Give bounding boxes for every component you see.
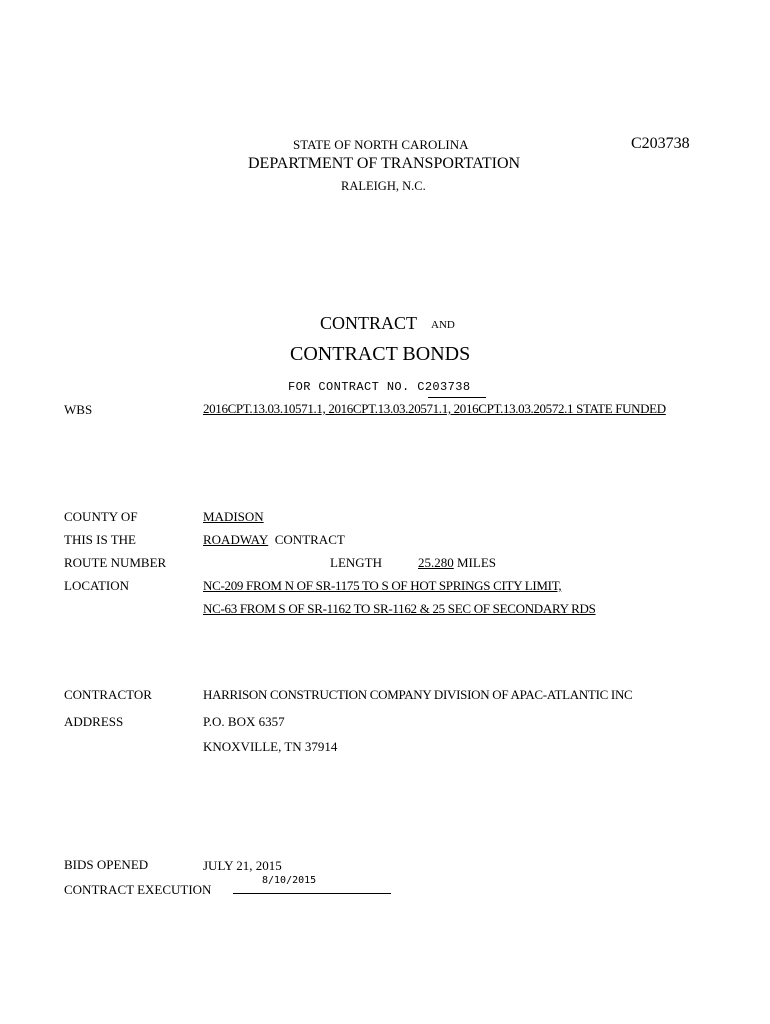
county-label: COUNTY OF bbox=[64, 509, 138, 524]
for-contract-label bbox=[288, 380, 470, 394]
address-line-2: KNOXVILLE, TN 37914 bbox=[203, 739, 338, 754]
contract-type bbox=[203, 532, 345, 548]
address-line-1: P.O. BOX 6357 bbox=[203, 714, 285, 729]
contract-id-header: C203738 bbox=[631, 135, 690, 152]
length-label: LENGTH bbox=[330, 555, 382, 570]
length bbox=[418, 555, 496, 571]
bids-opened-label: BIDS OPENED bbox=[64, 857, 149, 872]
for-contract-prefix: FOR CONTRACT NO. bbox=[288, 380, 410, 394]
contractor-label: CONTRACTOR bbox=[64, 687, 152, 702]
wbs-label: WBS bbox=[64, 402, 93, 417]
county-value: MADISON bbox=[203, 509, 264, 524]
city-name: RALEIGH, N.C. bbox=[341, 179, 426, 193]
location-label: LOCATION bbox=[64, 578, 129, 593]
location-line-2: NC-63 FROM S OF SR-1162 TO SR-1162 & 25 SEC OF SECONDARY RDS bbox=[203, 601, 596, 616]
bids-opened-value: JULY 21, 2015 bbox=[203, 858, 282, 873]
title-contract-bonds: CONTRACT BONDS bbox=[290, 343, 471, 365]
length-unit: MILES bbox=[457, 555, 496, 570]
contract-no-underline bbox=[428, 397, 486, 398]
contract-type-label: THIS IS THE bbox=[64, 532, 136, 547]
address-label: ADDRESS bbox=[64, 714, 124, 729]
title-and: AND bbox=[431, 319, 455, 331]
contract-type-value: ROADWAY bbox=[203, 532, 269, 547]
contract-word: CONTRACT bbox=[274, 532, 345, 547]
state-name: STATE OF NORTH CAROLINA bbox=[293, 137, 469, 152]
contract-execution-label: CONTRACT EXECUTION bbox=[64, 882, 212, 897]
contractor-name: HARRISON CONSTRUCTION COMPANY DIVISION OF APAC-ATLANTIC INC bbox=[203, 687, 633, 702]
contract-execution-value: 8/10/2015 bbox=[262, 875, 317, 886]
wbs-value: 2016CPT.13.03.10571.1, 2016CPT.13.03.20571.1, 2016CPT.13.03.20572.1 STATE FUNDED bbox=[203, 401, 666, 416]
department-name: DEPARTMENT OF TRANSPORTATION bbox=[248, 155, 521, 172]
location-line-1: NC-209 FROM N OF SR-1175 TO S OF HOT SPRINGS CITY LIMIT, bbox=[203, 578, 562, 593]
for-contract-number: C203738 bbox=[417, 380, 471, 394]
route-number-label: ROUTE NUMBER bbox=[64, 555, 167, 570]
length-value: 25.280 bbox=[418, 555, 454, 570]
title-contract: CONTRACT bbox=[320, 313, 418, 333]
contract-execution-line bbox=[233, 893, 391, 894]
